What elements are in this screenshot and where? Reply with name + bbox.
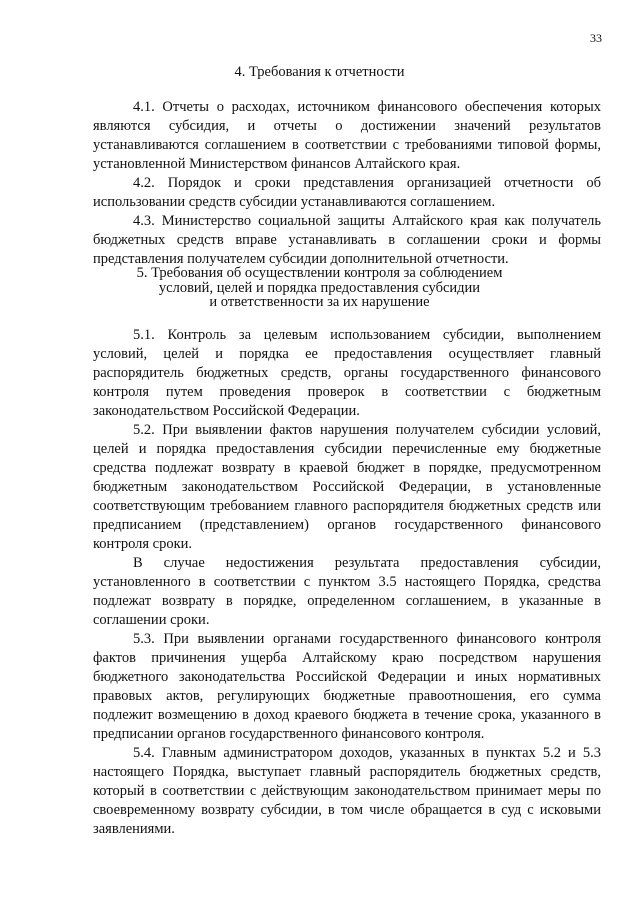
section-4-title: 4. Требования к отчетности [234, 64, 405, 80]
paragraph-5-4: 5.4. Главным администратором доходов, указанных в пунктах 5.2 и 5.3 настоящего Порядка, выступает главный распорядитель бюджетных средств, который в соответствии с действующим законодательством принимает меры по своевременному возврату субсидии, в том числе обращается в суд с исковыми заявлениями. [93, 745, 601, 837]
section-5-title-line: условий, целей и порядка предоставления субсидии [158, 279, 481, 296]
paragraph-4-2: 4.2. Порядок и сроки представления организацией отчетности об использовании средств субсидии устанавливаются соглашением. [93, 175, 601, 210]
paragraph-5-2-continued: В случае недостижения результата предоставления субсидии, установленного в соответствии с пунктом 3.5 настоящего Порядка, средства подлежат возврату в порядке, определенном соглашением, в указанные в соглашении сроки. [93, 555, 601, 628]
section-5-body [93, 326, 601, 839]
paragraph-5-1: 5.1. Контроль за целевым использованием субсидии, выполнением условий, целей и порядка ее предоставления осуществляет главный распорядитель бюджетных средств, органы государственного финансового контроля путем проведения проверок в соответствии с бюджетным законодательством Российской Федерации. [93, 327, 601, 419]
page-number: 33 [590, 31, 602, 45]
paragraph-4-3: 4.3. Министерство социальной защиты Алтайского края как получатель бюджетных средств вправе устанавливать в соглашении сроки и формы представления получателем субсидии дополнительной отчетности. [93, 213, 601, 267]
section-4-body [93, 98, 601, 269]
paragraph-4-1: 4.1. Отчеты о расходах, источником финансового обеспечения которых являются субсидия, и отчеты о достижении значений результатов устанавливаются соглашением в соответствии с требованиями типовой формы, установленной Министерством финансов Алтайского края. [93, 99, 601, 172]
section-5-title-line: 5. Требования об осуществлении контроля за соблюдением [136, 265, 503, 281]
paragraph-5-3: 5.3. При выявлении органами государственного финансового контроля фактов причинения ущерба Алтайскому краю посредством нарушения бюджетного законодательства Российской Федерации и иных нормативных правовых актов, регулирующих бюджетные правоотношения, его сумма подлежит возмещению в доход краевого бюджета в течение срока, указанного в предписании органов государственного финансового контроля. [93, 631, 601, 742]
section-5-title [0, 266, 639, 310]
paragraph-5-2: 5.2. При выявлении фактов нарушения получателем субсидии условий, целей и порядка предоставления субсидии перечисленные ему бюджетные средства подлежат возврату в краевой бюджет в порядке, предусмотренном бюджетным законодательством Российской Федерации, в установленные соответствующим требованием главного распорядителя бюджетных средств или предписанием (представлением) органов государственного финансового контроля сроки. [93, 422, 601, 552]
section-5-title-line: и ответственности за их нарушение [209, 294, 430, 310]
